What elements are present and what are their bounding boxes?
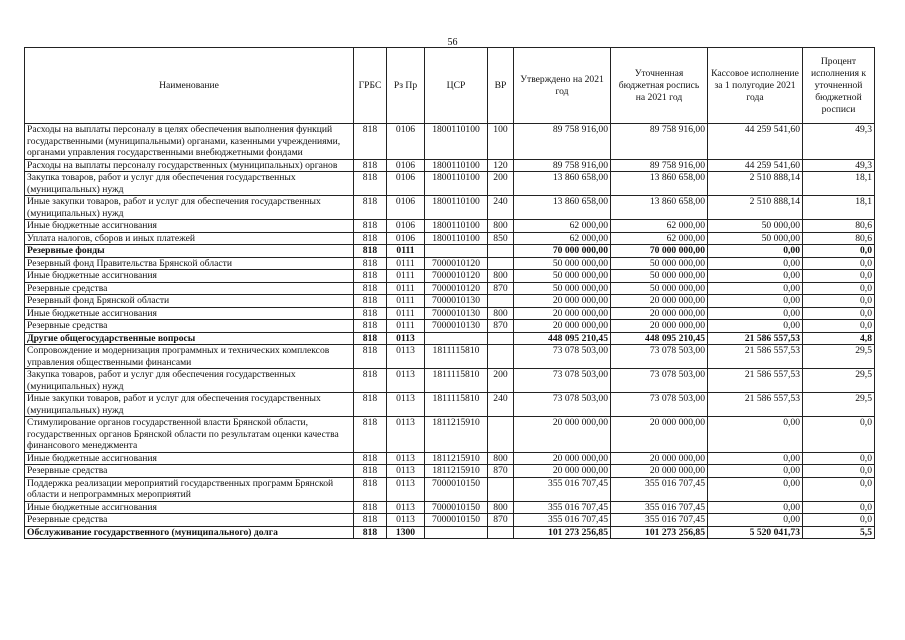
cell-approved: 20 000 000,00 [514, 295, 611, 308]
cell-grbs: 818 [354, 124, 387, 160]
cell-cash: 0,00 [708, 477, 803, 501]
cell-refined: 50 000 000,00 [611, 282, 708, 295]
cell-csr: 1800110100 [425, 220, 488, 233]
cell-percent: 0,0 [803, 320, 875, 333]
cell-vr: 870 [488, 282, 514, 295]
table-header-row [25, 48, 875, 124]
cell-csr: 7000010120 [425, 270, 488, 283]
cell-cash: 50 000,00 [708, 232, 803, 245]
cell-cash: 0,00 [708, 295, 803, 308]
cell-vr: 240 [488, 196, 514, 220]
cell-name: Закупка товаров, работ и услуг для обеспечения государственных (муниципальных) нужд [25, 369, 354, 393]
cell-csr: 1800110100 [425, 172, 488, 196]
cell-grbs: 818 [354, 320, 387, 333]
cell-approved: 70 000 000,00 [514, 245, 611, 258]
cell-grbs: 818 [354, 220, 387, 233]
cell-csr [425, 245, 488, 258]
cell-grbs: 818 [354, 245, 387, 258]
cell-cash: 0,00 [708, 501, 803, 514]
cell-vr: 120 [488, 159, 514, 172]
cell-csr: 7000010130 [425, 307, 488, 320]
cell-grbs: 818 [354, 501, 387, 514]
table-row [25, 417, 875, 453]
cell-rzpr: 0111 [387, 282, 425, 295]
cell-refined: 50 000 000,00 [611, 257, 708, 270]
cell-approved: 89 758 916,00 [514, 159, 611, 172]
cell-vr: 800 [488, 307, 514, 320]
cell-name: Резервный фонд Брянской области [25, 295, 354, 308]
cell-rzpr: 0106 [387, 232, 425, 245]
cell-refined: 62 000,00 [611, 232, 708, 245]
cell-name: Резервные средства [25, 320, 354, 333]
table-row [25, 172, 875, 196]
cell-csr: 1811215910 [425, 452, 488, 465]
cell-csr: 7000010120 [425, 257, 488, 270]
cell-vr: 870 [488, 465, 514, 478]
cell-refined: 448 095 210,45 [611, 332, 708, 345]
cell-rzpr: 0113 [387, 501, 425, 514]
cell-grbs: 818 [354, 196, 387, 220]
cell-cash: 0,00 [708, 245, 803, 258]
cell-vr [488, 332, 514, 345]
cell-rzpr: 0106 [387, 220, 425, 233]
cell-rzpr: 0111 [387, 257, 425, 270]
cell-cash: 0,00 [708, 465, 803, 478]
table-row [25, 452, 875, 465]
cell-refined: 20 000 000,00 [611, 465, 708, 478]
cell-rzpr: 0106 [387, 124, 425, 160]
cell-grbs: 818 [354, 526, 387, 539]
cell-cash: 2 510 888,14 [708, 172, 803, 196]
cell-vr [488, 526, 514, 539]
cell-approved: 13 860 658,00 [514, 172, 611, 196]
cell-rzpr: 0106 [387, 159, 425, 172]
cell-cash: 44 259 541,60 [708, 124, 803, 160]
cell-refined: 20 000 000,00 [611, 320, 708, 333]
table-row [25, 501, 875, 514]
cell-csr: 1800110100 [425, 196, 488, 220]
cell-cash: 5 520 041,73 [708, 526, 803, 539]
table-row [25, 514, 875, 527]
cell-rzpr: 0106 [387, 196, 425, 220]
cell-name: Обслуживание государственного (муниципального) долга [25, 526, 354, 539]
cell-rzpr: 0111 [387, 307, 425, 320]
cell-grbs: 818 [354, 270, 387, 283]
cell-refined: 13 860 658,00 [611, 172, 708, 196]
cell-percent: 0,0 [803, 257, 875, 270]
cell-cash: 21 586 557,53 [708, 369, 803, 393]
cell-approved: 73 078 503,00 [514, 369, 611, 393]
cell-refined: 73 078 503,00 [611, 345, 708, 369]
cell-rzpr: 0113 [387, 465, 425, 478]
cell-approved: 20 000 000,00 [514, 452, 611, 465]
cell-rzpr: 0113 [387, 332, 425, 345]
cell-approved: 50 000 000,00 [514, 282, 611, 295]
cell-csr: 1800110100 [425, 232, 488, 245]
cell-grbs: 818 [354, 232, 387, 245]
header-approved: Утверждено на 2021 год [514, 48, 611, 124]
cell-approved: 20 000 000,00 [514, 417, 611, 453]
cell-rzpr: 0113 [387, 369, 425, 393]
cell-rzpr: 0111 [387, 245, 425, 258]
table-body [25, 124, 875, 539]
cell-rzpr: 0111 [387, 295, 425, 308]
cell-percent: 4,8 [803, 332, 875, 345]
cell-cash: 0,00 [708, 282, 803, 295]
cell-name: Резервный фонд Правительства Брянской области [25, 257, 354, 270]
cell-refined: 20 000 000,00 [611, 295, 708, 308]
cell-vr [488, 417, 514, 453]
cell-percent: 0,0 [803, 501, 875, 514]
cell-refined: 355 016 707,45 [611, 477, 708, 501]
cell-name: Расходы на выплаты персоналу в целях обеспечения выполнения функций государственными (муниципальными) органами, казенными учреждениями, органами управления государственными внебюджетными фондами [25, 124, 354, 160]
cell-grbs: 818 [354, 465, 387, 478]
cell-percent: 0,0 [803, 417, 875, 453]
cell-refined: 355 016 707,45 [611, 514, 708, 527]
cell-csr: 1811115810 [425, 345, 488, 369]
cell-csr: 1811215910 [425, 465, 488, 478]
cell-rzpr: 0113 [387, 345, 425, 369]
cell-percent: 29,5 [803, 369, 875, 393]
cell-cash: 0,00 [708, 452, 803, 465]
header-name: Наименование [25, 48, 354, 124]
cell-name: Иные бюджетные ассигнования [25, 501, 354, 514]
table-row [25, 320, 875, 333]
cell-csr: 1811215910 [425, 417, 488, 453]
cell-csr [425, 332, 488, 345]
cell-percent: 0,0 [803, 295, 875, 308]
cell-cash: 21 586 557,53 [708, 393, 803, 417]
cell-name: Уплата налогов, сборов и иных платежей [25, 232, 354, 245]
cell-approved: 62 000,00 [514, 220, 611, 233]
cell-refined: 20 000 000,00 [611, 307, 708, 320]
cell-grbs: 818 [354, 452, 387, 465]
cell-grbs: 818 [354, 332, 387, 345]
cell-percent: 18,1 [803, 196, 875, 220]
cell-percent: 0,0 [803, 477, 875, 501]
cell-refined: 73 078 503,00 [611, 393, 708, 417]
cell-percent: 0,0 [803, 465, 875, 478]
cell-grbs: 818 [354, 417, 387, 453]
cell-vr [488, 295, 514, 308]
cell-csr: 7000010120 [425, 282, 488, 295]
header-vr: ВР [488, 48, 514, 124]
cell-name: Иные закупки товаров, работ и услуг для обеспечения государственных (муниципальных) нужд [25, 393, 354, 417]
cell-refined: 355 016 707,45 [611, 501, 708, 514]
cell-refined: 101 273 256,85 [611, 526, 708, 539]
header-grbs: ГРБС [354, 48, 387, 124]
cell-refined: 20 000 000,00 [611, 417, 708, 453]
header-rzpr: Рз Пр [387, 48, 425, 124]
table-row [25, 270, 875, 283]
cell-csr: 1800110100 [425, 124, 488, 160]
table-row [25, 332, 875, 345]
header-refined: Уточненная бюджетная роспись на 2021 год [611, 48, 708, 124]
cell-grbs: 818 [354, 257, 387, 270]
cell-rzpr: 0111 [387, 320, 425, 333]
cell-approved: 101 273 256,85 [514, 526, 611, 539]
cell-rzpr: 0111 [387, 270, 425, 283]
cell-approved: 13 860 658,00 [514, 196, 611, 220]
cell-percent: 80,6 [803, 220, 875, 233]
cell-percent: 0,0 [803, 452, 875, 465]
cell-approved: 20 000 000,00 [514, 320, 611, 333]
cell-approved: 20 000 000,00 [514, 307, 611, 320]
cell-vr: 800 [488, 270, 514, 283]
cell-name: Сопровождение и модернизация программных и технических комплексов управления общественными финансами [25, 345, 354, 369]
header-csr: ЦСР [425, 48, 488, 124]
cell-csr: 7000010130 [425, 295, 488, 308]
cell-cash: 44 259 541,60 [708, 159, 803, 172]
cell-percent: 0,0 [803, 514, 875, 527]
cell-grbs: 818 [354, 345, 387, 369]
cell-csr: 7000010130 [425, 320, 488, 333]
cell-csr: 7000010150 [425, 477, 488, 501]
cell-rzpr: 0113 [387, 417, 425, 453]
header-cash: Кассовое исполнение за 1 полугодие 2021 года [708, 48, 803, 124]
cell-refined: 73 078 503,00 [611, 369, 708, 393]
cell-name: Иные бюджетные ассигнования [25, 307, 354, 320]
table-row [25, 245, 875, 258]
cell-name: Иные бюджетные ассигнования [25, 220, 354, 233]
cell-grbs: 818 [354, 477, 387, 501]
cell-approved: 50 000 000,00 [514, 270, 611, 283]
table-row [25, 295, 875, 308]
cell-rzpr: 0113 [387, 452, 425, 465]
cell-percent: 0,0 [803, 245, 875, 258]
table-row [25, 220, 875, 233]
cell-refined: 89 758 916,00 [611, 124, 708, 160]
cell-cash: 50 000,00 [708, 220, 803, 233]
cell-vr: 800 [488, 452, 514, 465]
cell-grbs: 818 [354, 514, 387, 527]
cell-cash: 0,00 [708, 307, 803, 320]
cell-grbs: 818 [354, 369, 387, 393]
cell-vr: 240 [488, 393, 514, 417]
cell-grbs: 818 [354, 159, 387, 172]
cell-cash: 21 586 557,53 [708, 345, 803, 369]
cell-approved: 355 016 707,45 [514, 514, 611, 527]
table-row [25, 526, 875, 539]
cell-approved: 73 078 503,00 [514, 345, 611, 369]
cell-name: Резервные средства [25, 282, 354, 295]
cell-cash: 0,00 [708, 257, 803, 270]
cell-approved: 50 000 000,00 [514, 257, 611, 270]
cell-grbs: 818 [354, 172, 387, 196]
table-row [25, 465, 875, 478]
cell-name: Закупка товаров, работ и услуг для обеспечения государственных (муниципальных) нужд [25, 172, 354, 196]
cell-grbs: 818 [354, 295, 387, 308]
cell-cash: 21 586 557,53 [708, 332, 803, 345]
cell-rzpr: 0113 [387, 514, 425, 527]
table-row [25, 159, 875, 172]
table-row [25, 124, 875, 160]
cell-vr: 200 [488, 369, 514, 393]
cell-percent: 80,6 [803, 232, 875, 245]
table-row [25, 307, 875, 320]
cell-percent: 29,5 [803, 393, 875, 417]
cell-percent: 29,5 [803, 345, 875, 369]
table-row [25, 477, 875, 501]
table-row [25, 232, 875, 245]
cell-csr: 7000010150 [425, 514, 488, 527]
cell-rzpr: 0106 [387, 172, 425, 196]
cell-csr: 7000010150 [425, 501, 488, 514]
cell-csr: 1800110100 [425, 159, 488, 172]
cell-percent: 0,0 [803, 307, 875, 320]
cell-name: Резервные фонды [25, 245, 354, 258]
cell-grbs: 818 [354, 307, 387, 320]
cell-refined: 62 000,00 [611, 220, 708, 233]
cell-refined: 89 758 916,00 [611, 159, 708, 172]
cell-percent: 49,3 [803, 124, 875, 160]
cell-name: Стимулирование органов государственной власти Брянской области, государственных органов Брянской области по результатам оценки качества финансового менеджмента [25, 417, 354, 453]
cell-approved: 73 078 503,00 [514, 393, 611, 417]
table-row [25, 369, 875, 393]
cell-cash: 2 510 888,14 [708, 196, 803, 220]
cell-cash: 0,00 [708, 514, 803, 527]
cell-vr: 850 [488, 232, 514, 245]
cell-csr [425, 526, 488, 539]
cell-refined: 20 000 000,00 [611, 452, 708, 465]
cell-percent: 5,5 [803, 526, 875, 539]
cell-rzpr: 0113 [387, 393, 425, 417]
cell-approved: 20 000 000,00 [514, 465, 611, 478]
cell-percent: 49,3 [803, 159, 875, 172]
cell-percent: 0,0 [803, 282, 875, 295]
cell-name: Иные бюджетные ассигнования [25, 452, 354, 465]
cell-name: Иные бюджетные ассигнования [25, 270, 354, 283]
cell-vr [488, 345, 514, 369]
cell-grbs: 818 [354, 282, 387, 295]
cell-name: Другие общегосударственные вопросы [25, 332, 354, 345]
cell-refined: 13 860 658,00 [611, 196, 708, 220]
cell-vr: 870 [488, 514, 514, 527]
cell-vr: 800 [488, 501, 514, 514]
cell-name: Резервные средства [25, 465, 354, 478]
table-row [25, 257, 875, 270]
cell-csr: 1811115810 [425, 393, 488, 417]
cell-rzpr: 1300 [387, 526, 425, 539]
cell-cash: 0,00 [708, 270, 803, 283]
cell-cash: 0,00 [708, 417, 803, 453]
budget-table [24, 47, 875, 539]
cell-grbs: 818 [354, 393, 387, 417]
cell-vr: 870 [488, 320, 514, 333]
cell-name: Резервные средства [25, 514, 354, 527]
table-row [25, 196, 875, 220]
cell-approved: 89 758 916,00 [514, 124, 611, 160]
cell-approved: 448 095 210,45 [514, 332, 611, 345]
cell-rzpr: 0113 [387, 477, 425, 501]
cell-vr: 200 [488, 172, 514, 196]
cell-csr: 1811115810 [425, 369, 488, 393]
cell-approved: 62 000,00 [514, 232, 611, 245]
cell-vr [488, 257, 514, 270]
cell-name: Расходы на выплаты персоналу государственных (муниципальных) органов [25, 159, 354, 172]
cell-vr: 100 [488, 124, 514, 160]
cell-cash: 0,00 [708, 320, 803, 333]
table-row [25, 282, 875, 295]
cell-percent: 18,1 [803, 172, 875, 196]
table-row [25, 345, 875, 369]
cell-vr [488, 245, 514, 258]
page-number: 56 [447, 37, 458, 48]
cell-refined: 50 000 000,00 [611, 270, 708, 283]
cell-approved: 355 016 707,45 [514, 477, 611, 501]
cell-refined: 70 000 000,00 [611, 245, 708, 258]
cell-name: Поддержка реализации мероприятий государственных программ Брянской области и непрограммных мероприятий [25, 477, 354, 501]
table-row [25, 393, 875, 417]
cell-vr [488, 477, 514, 501]
header-percent: Процент исполнения к уточненной бюджетной росписи [803, 48, 875, 124]
cell-percent: 0,0 [803, 270, 875, 283]
cell-name: Иные закупки товаров, работ и услуг для обеспечения государственных (муниципальных) нужд [25, 196, 354, 220]
cell-vr: 800 [488, 220, 514, 233]
cell-approved: 355 016 707,45 [514, 501, 611, 514]
